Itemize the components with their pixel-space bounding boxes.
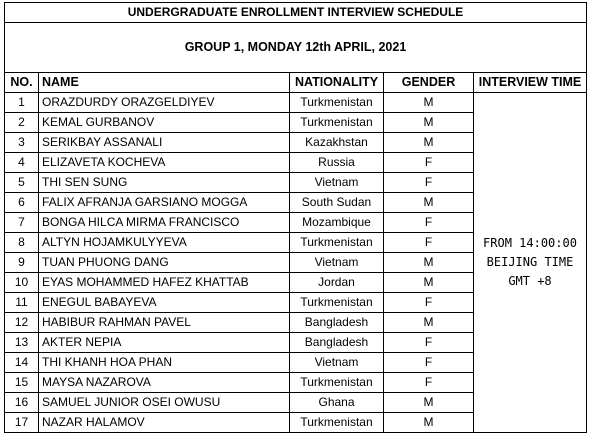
student-gender: F [384,233,474,253]
interview-time-line2: BEIJING TIME [486,255,574,269]
student-nationality: Vietnam [290,253,384,273]
header-gender: GENDER [384,73,474,93]
student-nationality: Turkmenistan [290,413,384,433]
interview-time-line1: FROM 14:00:00 [483,236,577,250]
row-number: 5 [5,173,39,193]
student-nationality: Turkmenistan [290,293,384,313]
group-date-subtitle: GROUP 1, MONDAY 12th APRIL, 2021 [5,23,587,73]
header-nationality: NATIONALITY [290,73,384,93]
student-gender: M [384,273,474,293]
row-number: 13 [5,333,39,353]
schedule-rows [5,93,587,433]
row-number: 9 [5,253,39,273]
student-name: SERIKBAY ASSANALI [39,133,290,153]
student-nationality: Turkmenistan [290,93,384,113]
student-gender: M [384,133,474,153]
student-name: MAYSA NAZAROVA [39,373,290,393]
row-number: 2 [5,113,39,133]
row-number: 14 [5,353,39,373]
student-nationality: Turkmenistan [290,373,384,393]
interview-time-line3: GMT +8 [508,274,552,288]
subtitle-row [5,23,587,73]
student-gender: F [384,333,474,353]
student-gender: F [384,373,474,393]
header-interview-time: INTERVIEW TIME [474,73,587,93]
row-number: 7 [5,213,39,233]
student-gender: M [384,113,474,133]
row-number: 11 [5,293,39,313]
row-number: 17 [5,413,39,433]
schedule-title: UNDERGRADUATE ENROLLMENT INTERVIEW SCHEDULE [5,3,587,23]
student-nationality: Ghana [290,393,384,413]
student-nationality: Vietnam [290,353,384,373]
student-name: AKTER NEPIA [39,333,290,353]
header-name: NAME [39,73,290,93]
student-gender: F [384,293,474,313]
student-name: SAMUEL JUNIOR OSEI OWUSU [39,393,290,413]
student-gender: M [384,413,474,433]
row-number: 10 [5,273,39,293]
student-nationality: Vietnam [290,173,384,193]
row-number: 1 [5,93,39,113]
student-nationality: Turkmenistan [290,233,384,253]
student-gender: M [384,393,474,413]
interview-time-cell [474,93,587,433]
student-gender: F [384,353,474,373]
student-name: ELIZAVETA KOCHEVA [39,153,290,173]
student-name: ORAZDURDY ORAZGELDIYEV [39,93,290,113]
student-name: FALIX AFRANJA GARSIANO MOGGA [39,193,290,213]
student-name: ALTYN HOJAMKULYYEVA [39,233,290,253]
table-row [5,93,587,113]
student-nationality: Turkmenistan [290,113,384,133]
title-row [5,3,587,23]
row-number: 12 [5,313,39,333]
student-name: THI KHANH HOA PHAN [39,353,290,373]
student-gender: F [384,153,474,173]
student-gender: F [384,213,474,233]
student-name: THI SEN SUNG [39,173,290,193]
student-nationality: Jordan [290,273,384,293]
student-nationality: Bangladesh [290,313,384,333]
student-nationality: Kazakhstan [290,133,384,153]
student-gender: M [384,193,474,213]
student-nationality: Russia [290,153,384,173]
row-number: 8 [5,233,39,253]
row-number: 6 [5,193,39,213]
student-name: EYAS MOHAMMED HAFEZ KHATTAB [39,273,290,293]
row-number: 4 [5,153,39,173]
student-gender: M [384,93,474,113]
row-number: 3 [5,133,39,153]
header-row [5,73,587,93]
student-gender: F [384,173,474,193]
student-name: NAZAR HALAMOV [39,413,290,433]
student-name: ENEGUL BABAYEVA [39,293,290,313]
student-name: TUAN PHUONG DANG [39,253,290,273]
student-nationality: South Sudan [290,193,384,213]
row-number: 15 [5,373,39,393]
header-no: NO. [5,73,39,93]
student-name: BONGA HILCA MIRMA FRANCISCO [39,213,290,233]
student-name: KEMAL GURBANOV [39,113,290,133]
student-name: HABIBUR RAHMAN PAVEL [39,313,290,333]
interview-schedule-table [4,2,587,433]
student-gender: M [384,253,474,273]
student-nationality: Mozambique [290,213,384,233]
row-number: 16 [5,393,39,413]
student-gender: M [384,313,474,333]
student-nationality: Bangladesh [290,333,384,353]
